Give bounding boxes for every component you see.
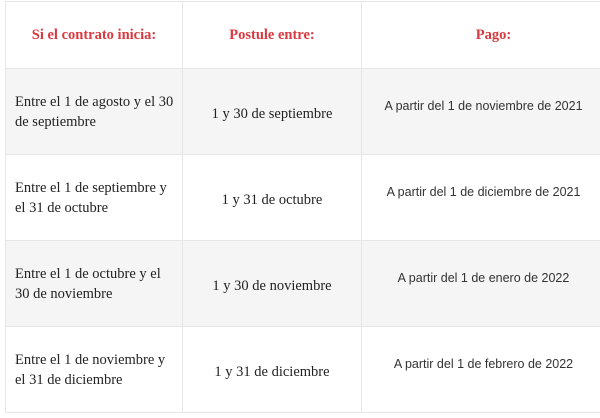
header-payment: Pago: xyxy=(362,2,600,69)
table-row xyxy=(6,241,600,327)
table-row xyxy=(6,69,600,155)
payment-cell: A partir del 1 de febrero de 2022 xyxy=(362,327,600,413)
payment-schedule-container xyxy=(5,1,600,413)
contract-start-cell: Entre el 1 de octubre y el 30 de noviembre xyxy=(6,241,183,327)
header-apply-window: Postule entre: xyxy=(183,2,362,69)
contract-start-cell: Entre el 1 de septiembre y el 31 de octubre xyxy=(6,155,183,241)
table-row xyxy=(6,327,600,413)
apply-window-cell: 1 y 31 de diciembre xyxy=(183,327,362,413)
table-header-row xyxy=(6,2,600,69)
payment-cell: A partir del 1 de diciembre de 2021 xyxy=(362,155,600,241)
header-contract-start: Si el contrato inicia: xyxy=(6,2,183,69)
payment-schedule-table xyxy=(5,1,600,413)
contract-start-cell: Entre el 1 de agosto y el 30 de septiembre xyxy=(6,69,183,155)
payment-cell: A partir del 1 de enero de 2022 xyxy=(362,241,600,327)
table-row xyxy=(6,155,600,241)
apply-window-cell: 1 y 31 de octubre xyxy=(183,155,362,241)
payment-cell: A partir del 1 de noviembre de 2021 xyxy=(362,69,600,155)
contract-start-cell: Entre el 1 de noviembre y el 31 de diciembre xyxy=(6,327,183,413)
apply-window-cell: 1 y 30 de septiembre xyxy=(183,69,362,155)
apply-window-cell: 1 y 30 de noviembre xyxy=(183,241,362,327)
